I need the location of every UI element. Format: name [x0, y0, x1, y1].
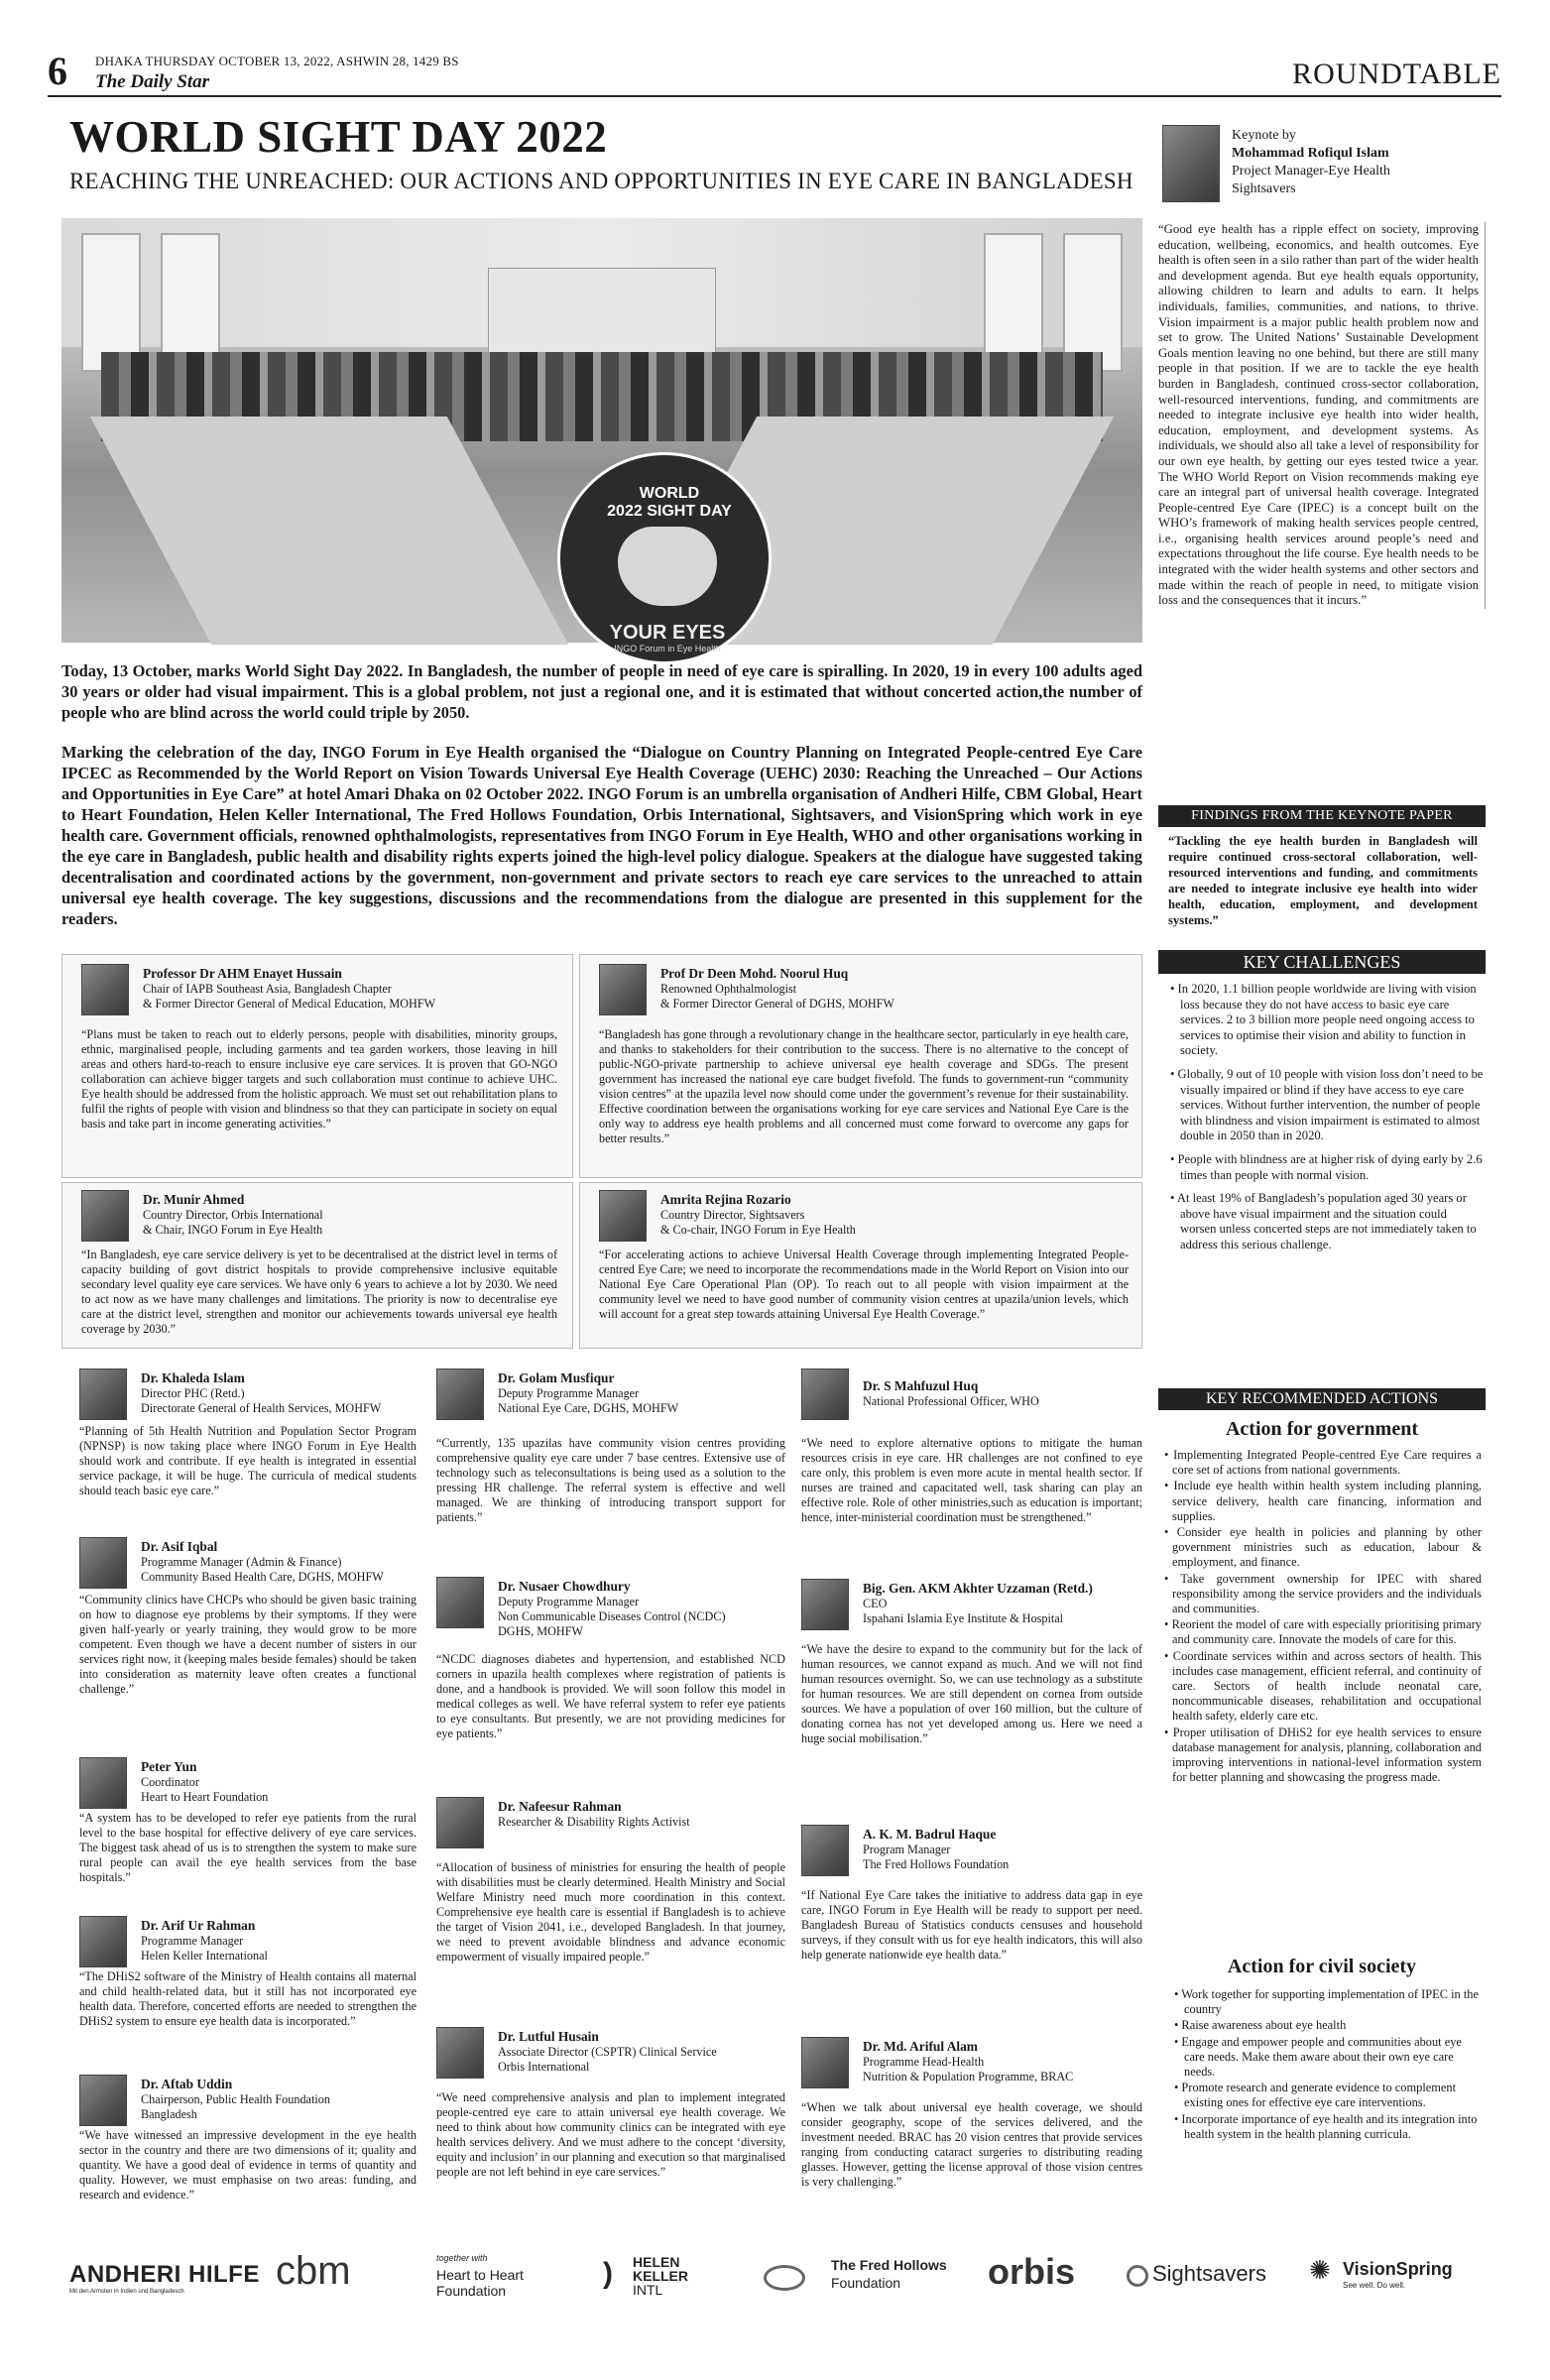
speaker-name: Dr. Munir Ahmed	[143, 1192, 245, 1207]
speaker-name: Dr. Lutful Husain	[498, 2029, 599, 2044]
speaker-quote: “A system has to be developed to refer eye patients from the rural level to the base hospital for effective delivery of eye care services. The biggest task ahead of us is to strengthen the system to make sure rural people can avail the eye health services from the base hospitals.”	[79, 1811, 417, 1884]
speaker-photo	[79, 1537, 127, 1589]
speaker-photo	[599, 1190, 647, 1242]
speaker-quote: “We need comprehensive analysis and plan to implement integrated people-centred eye care to attain universal eye health coverage. We need to think about how community clinics can be integrated with eye health services delivery. And we must adhere to the concept ‘diversity, equity and inclusion’ in our planning and execution so that marginalised people are not left behind in eye care services.”	[436, 2090, 785, 2179]
orbis-logo: orbis	[988, 2251, 1076, 2292]
speaker-quote: “Bangladesh has gone through a revolutionary change in the healthcare sector, particularly in eye health care, and thanks to stakeholders for their contribution to the success. There is no alternative to the concept of public-NGO-private partnership to achieve universal eye health coverage and SDGs. The present government has increased the national eye care budget fivefold. The funds to government-run “community vision centres” at the upazila level now should come under the government’s revenue for their sustainability. Effective coordination between the organisations working for eye care services and National Eye Care is the only way to address eye health problems and all concerned must come forward to overcome any gaps for better results.”	[599, 1027, 1129, 1145]
photo-table	[90, 416, 568, 645]
sponsor-logos	[48, 2249, 1501, 2303]
speaker-photo	[801, 2037, 849, 2088]
speaker-role: Programme Head-Health Nutrition & Population Programme, BRAC	[863, 2055, 1074, 2083]
keynote-label: Keynote by	[1232, 128, 1296, 143]
speaker-name: Dr. Asif Iqbal	[141, 1539, 218, 1554]
list-item: • Proper utilisation of DHiS2 for eye health services to ensure database management for analysis, planning, collaboration and improving interventions in national-level information system for better planning and showcasing the progress made.	[1164, 1725, 1482, 1785]
keynote-quote: “Good eye health has a ripple effect on society, improving education, wellbeing, economics, and health outcomes. Eye health is often seen in a silo rather than part of the wider health and development agenda. But eye health equals opportunity, allowing children to learn and adults to earn. It helps individuals, families, communities, and nations, to thrive. Vision impairment is a major public health problem now and set to grow. The United Nations’ Sustainable Development Goals mention leaving no one behind, but there are still many people in that position. If we are to tackle the eye health burden in Bangladesh, continued cross-sector collaboration, well-resourced interventions, funding, and commitments are needed to integrate inclusive eye health into wider health, education, employment, and development systems. As individuals, we should also all take a level of responsibility for our own eye health, by getting our eyes tested twice a year. The WHO World Report on Vision recommends making eye care an integral part of universal health coverage. Integrated People-centred Eye Care (IPEC) is a concept built on the WHO’s framework of making health services people centred, i.e., organising health services around people’s need and expectations throughout the life course. Eye health needs to be integrated with the wider health systems and other sectors and made within the reach of people in need, to mitigate vision loss and the consequences that it incurs.”	[1158, 222, 1486, 609]
andheri-hilfe-logo: ANDHERI HILFE	[69, 2261, 260, 2288]
sightsavers-logo: Sightsavers	[1152, 2261, 1266, 2286]
visionspring-tagline: See well. Do well.	[1343, 2281, 1406, 2290]
speaker-quote: “We have witnessed an impressive development in the eye health sector in the country and there are two dimensions of it; quality and quantity. We have a good deal of evidence in terms of quantity and quality. However, we must emphasise on two areas: funding, and research and evidence.”	[79, 2128, 417, 2202]
speaker-photo	[436, 1577, 484, 1628]
speaker-name: Dr. Arif Ur Rahman	[141, 1918, 256, 1933]
visionspring-logo: VisionSpring	[1343, 2259, 1453, 2279]
logo-line: HELEN	[633, 2254, 680, 2270]
speaker-role: Deputy Programme Manager National Eye Care, DGHS, MOHFW	[498, 1386, 679, 1415]
speaker-name: Dr. Md. Ariful Alam	[863, 2039, 978, 2054]
speaker-name: Professor Dr AHM Enayet Hussain	[143, 966, 342, 981]
speaker-role: Chair of IAPB Southeast Asia, Bangladesh Chapter & Former Director General of Medical Education, MOHFW	[143, 982, 436, 1011]
list-item: • Implementing Integrated People-centred Eye Care requires a core set of actions from national governments.	[1164, 1448, 1482, 1478]
logo-line: KELLER	[633, 2268, 688, 2284]
logo-line: 2022 SIGHT DAY	[607, 503, 732, 520]
visionspring-icon: ✺	[1309, 2255, 1331, 2285]
list-item: • In 2020, 1.1 billion people worldwide are living with vision loss because they do not have access to basic eye care services. 2 to 3 billion more people need ongoing access to services to optimise their vision and ability to function in society.	[1170, 982, 1477, 1058]
list-item: • Reorient the model of care with especially prioritising primary and community care. Innovate the models of care for this.	[1164, 1617, 1482, 1647]
speaker-role: Programme Manager (Admin & Finance) Community Based Health Care, DGHS, MOHFW	[141, 1555, 384, 1584]
key-challenges-list	[1158, 982, 1486, 1261]
photo-window	[161, 233, 220, 372]
speaker-role: Country Director, Sightsavers & Co-chair, INGO Forum in Eye Health	[660, 1208, 856, 1237]
speaker-photo	[436, 2027, 484, 2079]
list-item: • At least 19% of Bangladesh’s population aged 30 years or above have visual impairment and the situation could worsen unless concerted steps are not immediately taken to address this serious challenge.	[1170, 1191, 1477, 1251]
dateline: DHAKA THURSDAY OCTOBER 13, 2022, ASHWIN 28, 1429 BS	[95, 54, 459, 68]
speaker-name: Prof Dr Deen Mohd. Noorul Huq	[660, 966, 849, 981]
findings-heading: FINDINGS FROM THE KEYNOTE PAPER	[1158, 805, 1486, 827]
speaker-quote: “In Bangladesh, eye care service delivery is yet to be decentralised at the district level in terms of capacity building of govt district hospitals to provide comprehensive inclusive equitable secondary level quality eye care services. We have only 6 years to achieve a lot by 2030. We need to act now as we have many challenges and limitations. The priority is now to decentralise eye care at the district level, strengthen and monitor our achievements towards universal eye health coverage by 2030.”	[81, 1248, 557, 1336]
list-item: • Promote research and generate evidence to complement existing ones for effective eye care interventions.	[1174, 2081, 1457, 2110]
speaker-quote: “Community clinics have CHCPs who should be given basic training on how to diagnose eye problems by their symptoms. If they were given half-yearly or yearly training, they would grow to be more competent. Even though we have a decent number of sisters in our services right now, it (keeping males beside females) should be taken into consideration as maternity leave often creates a functional challenge.”	[79, 1593, 417, 1696]
speaker-role: Program Manager The Fred Hollows Foundation	[863, 1843, 1010, 1871]
logo-line: WORLD	[639, 485, 700, 502]
list-item: • Consider eye health in policies and planning by other government ministries such as education, labour & employment, and finance.	[1164, 1525, 1482, 1570]
speaker-photo	[79, 2075, 127, 2126]
speaker-role: Programme Manager Helen Keller International	[141, 1934, 268, 1963]
speaker-photo	[801, 1368, 849, 1420]
list-item: • Include eye health within health system including planning, service delivery, health care financing, information and supplies.	[1164, 1479, 1482, 1523]
andheri-hilfe-tagline: Mit den Armsten in Indien und Bangladesch	[69, 2289, 184, 2295]
government-actions-list	[1162, 1448, 1482, 1786]
logo-line: INTL	[633, 2282, 663, 2298]
speaker-name: Big. Gen. AKM Akhter Uzzaman (Retd.)	[863, 1581, 1093, 1596]
speaker-photo	[79, 1757, 127, 1809]
speaker-name: Dr. Nusaer Chowdhury	[498, 1579, 631, 1594]
list-item: • Incorporate importance of eye health and its integration into health system in the health planning curricula.	[1174, 2111, 1478, 2141]
logo-org: INGO Forum in Eye Health	[614, 644, 721, 654]
heart-to-heart-prefix: together with	[436, 2253, 488, 2263]
findings-text: “Tackling the eye health burden in Bangladesh will require continued cross-sectoral collaboration, well-resourced interventions and funding, and commitments are needed to integrate inclusive eye health into wider health, education, employment, and development systems.”	[1168, 834, 1478, 927]
list-item: • Raise awareness about eye health	[1174, 2018, 1347, 2033]
speaker-name: Dr. Khaleda Islam	[141, 1370, 245, 1385]
speaker-quote: “If National Eye Care takes the initiative to address data gap in eye care, INGO Forum in Eye Health will be ready to support per need. Bangladesh Bureau of Statistics conducts censuses and household surveys, if they consult with us for eye health indicators, this will also help generate nationwide eye health data.”	[801, 1888, 1142, 1962]
speaker-role: Coordinator Heart to Heart Foundation	[141, 1775, 269, 1804]
fred-hollows-logo-line2: Foundation	[831, 2275, 901, 2291]
list-item: • Coordinate services within and across sectors of health. This includes case management, efficient referral, and continuity of care. Sectors of health include neonatal care, noncommunicable diseases, rehabilitation and occupational health safety, elderly care etc.	[1164, 1648, 1482, 1724]
keynote-role: Project Manager-Eye Health	[1232, 164, 1390, 178]
speaker-role: Chairperson, Public Health Foundation Bangladesh	[141, 2092, 330, 2121]
speaker-role: Director PHC (Retd.) Directorate General of Health Services, MOHFW	[141, 1386, 382, 1415]
speaker-role: Deputy Programme Manager Non Communicable Diseases Control (NCDC) DGHS, MOHFW	[498, 1595, 726, 1638]
photo-window	[81, 233, 141, 372]
speaker-role: CEO Ispahani Islamia Eye Institute & Hospital	[863, 1597, 1064, 1625]
speaker-quote: “When we talk about universal eye health coverage, we should consider geography, scope of the services delivered, and the investment needed. BRAC has 20 vision centres that provide services ranging from conducting cataract surgeries to distributing reading glasses. However, getting the license approval of those vision centres is very challenging.”	[801, 2100, 1142, 2189]
speaker-photo	[79, 1916, 127, 1967]
speaker-quote: “Plans must be taken to reach out to elderly persons, people with disabilities, minority groups, ethnic, marginalised people, including garments and tea garden workers, those leaving in hill areas and others hard-to-reach to ensure inclusive eye care services. It is proven that GO-NGO collaboration can achieve bigger targets and such collaboration must continue to achieve UHC. Eye health should be addressed from the holistic approach. We must set out rehabilitation plans to fulfil the rights of people with vision and blindness so that they can participate in society on equal basis and take part in income generating activities.”	[81, 1027, 557, 1130]
speaker-role: Associate Director (CSPTR) Clinical Service Orbis International	[498, 2045, 717, 2074]
helen-keller-logo	[633, 2255, 688, 2297]
speaker-name: A. K. M. Badrul Haque	[863, 1827, 997, 1842]
event-paragraph: Marking the celebration of the day, INGO Forum in Eye Health organised the “Dialogue on Country Planning on Integrated People-centred Eye Care IPCEC as Recommended by the World Report on Vision Towards Universal Eye Health Coverage (UEHC) 2030: Reaching the Unreached – Our Actions and Opportunities in Eye Care” at hotel Amari Dhaka on 02 October 2022. INGO Forum is an umbrella organisation of Andheri Hilfe, CBM Global, Heart to Heart Foundation, Helen Keller International, The Fred Hollows Foundation, Orbis International, Sightsavers, and VisionSpring which work in eye health care. Government officials, renowned ophthalmologists, representatives from INGO Forum in Eye Health, WHO and other organisations working in the eye care in Bangladesh, public health and disability rights experts joined the high-level policy dialogue. Speakers at the dialogue have suggested taking decentralisation and coordinated actions by the government, non-government and private sectors to reach eye care services to the unreached to attain universal eye health coverage. The key suggestions, discussions and the recommendations from the dialogue are presented in this supplement for the readers.	[61, 743, 1142, 928]
list-item: • Take government ownership for IPEC with shared responsibility among the service providers and the individuals and communities.	[1164, 1571, 1482, 1616]
speaker-quote: “For accelerating actions to achieve Universal Health Coverage through implementing Integrated People-centred Eye Care; we need to incorporate the recommendations made in the World Report on Vision into our National Eye Care Operational Plan (OP). To reach out to all people with vision impairment at the community level we need to have good number of community vision centres at upazila/union levels, which will account for a great step towards attaining Universal Eye Health Coverage.”	[599, 1248, 1129, 1321]
keynote-header	[1162, 119, 1486, 210]
intro-paragraph: Today, 13 October, marks World Sight Day 2022. In Bangladesh, the number of people in need of eye care is spiralling. In 2020, 19 in every 100 adults aged 30 years or older had visual impairment. This is a global problem, not just a regional one, and it is estimated that without concerted action,the number of people who are blind across the world could triple by 2050.	[61, 661, 1142, 722]
list-item: • Engage and empower people and communities about eye care needs. Make them aware about their own eye care needs.	[1174, 2034, 1462, 2080]
speaker-quote: “We need to explore alternative options to mitigate the human resources crisis in eye care. HR challenges are not confined to eye care only, this problem is even more acute in mental health sector. If nurses are trained and capacitated well, task sharing can play an effective role. Role of other ministries,such as education is important; hence, inter-ministerial coordination must be strengthened.”	[801, 1436, 1142, 1524]
speaker-photo	[436, 1797, 484, 1848]
list-item: • Work together for supporting implementation of IPEC in the country	[1174, 1987, 1479, 2017]
paper-name: The Daily Star	[95, 71, 210, 92]
speaker-role: Country Director, Orbis International & Chair, INGO Forum in Eye Health	[143, 1208, 323, 1237]
section-title: ROUNDTABLE	[1292, 58, 1501, 90]
page-title: WORLD SIGHT DAY 2022	[69, 112, 608, 162]
heart-icon	[618, 527, 717, 606]
government-actions-heading: Action for government	[1225, 1418, 1419, 1440]
page-number: 6	[48, 49, 67, 93]
speaker-name: Dr. Golam Musfiqur	[498, 1370, 615, 1385]
speaker-name: Dr. Nafeesur Rahman	[498, 1799, 622, 1814]
helen-keller-icon: )	[603, 2257, 613, 2290]
list-item: • Globally, 9 out of 10 people with vision loss don’t need to be visually impaired or blind if they have access to eye care services. Without further intervention, the number of people with blindness and vision impairment is estimated to almost double in 2050 than in 2020.	[1170, 1066, 1484, 1143]
fred-hollows-icon	[764, 2265, 805, 2291]
civil-society-heading: Action for civil society	[1227, 1956, 1417, 1977]
speaker-photo	[81, 1190, 129, 1242]
sightsavers-icon	[1127, 2265, 1148, 2287]
list-item: • People with blindness are at higher risk of dying early by 2.6 times than people with normal vision.	[1170, 1151, 1483, 1182]
masthead	[48, 48, 1501, 97]
speaker-photo	[81, 964, 129, 1015]
speaker-photo	[436, 1368, 484, 1420]
speaker-photo	[801, 1579, 849, 1630]
keynote-name: Mohammad Rofiqul Islam	[1232, 146, 1389, 161]
speaker-name: Amrita Rejina Rozario	[660, 1192, 791, 1207]
keynote-org: Sightsavers	[1232, 181, 1296, 196]
photo-window	[984, 233, 1043, 372]
event-photo	[61, 218, 1142, 654]
speaker-role: Renowned Ophthalmologist & Former Director General of DGHS, MOHFW	[660, 982, 894, 1011]
speaker-quote: “Allocation of business of ministries for ensuring the health of people with disabilities must be clearly determined. Health Ministry and Social Welfare Ministry need much more coordination in this context. Comprehensive eye health care is essential if Bangladesh is to achieve the target of Vision 2041, i.e., developed Bangladesh. In that journey, we need to prevent avoidable blindness and advance economic empowerment of visually impaired people.”	[436, 1860, 785, 1964]
speaker-name: Dr. Aftab Uddin	[141, 2077, 233, 2091]
speaker-name: Peter Yun	[141, 1759, 197, 1774]
world-sight-day-logo	[557, 452, 772, 664]
page-subtitle: REACHING THE UNREACHED: OUR ACTIONS AND OPPORTUNITIES IN EYE CARE IN BANGLADESH	[69, 169, 1133, 193]
logo-text	[590, 485, 749, 521]
civil-society-list	[1170, 1987, 1482, 2143]
speaker-photo	[79, 1368, 127, 1420]
speaker-role: National Professional Officer, WHO	[863, 1394, 1039, 1408]
key-challenges-heading: KEY CHALLENGES	[1158, 950, 1486, 974]
speaker-name: Dr. S Mahfuzul Huq	[863, 1378, 979, 1393]
recommended-actions-heading: KEY RECOMMENDED ACTIONS	[1158, 1388, 1486, 1410]
speaker-quote: “We have the desire to expand to the community but for the lack of human resources, we cannot expand as much. And we will not find human resources overnight. So, we can use technology as a substitute for human resources. We are still dependent on cornea from outside sources. We have a population of over 160 million, but the culture of donating cornea has not yet developed among us. Here we need a huge social mobilisation.”	[801, 1642, 1142, 1745]
speaker-role: Researcher & Disability Rights Activist	[498, 1815, 690, 1829]
speaker-quote: “Currently, 135 upazilas have community vision centres providing comprehensive quality eye care under 7 base centres. Extensive use of technology such as teleconsultations is being used as a solution to the pressing HR challenge. The referral system is effective and well managed. We are thinking of introducing transport support for patients.”	[436, 1436, 785, 1524]
heart-to-heart-logo: Heart to Heart	[436, 2267, 524, 2283]
speaker-quote: “NCDC diagnoses diabetes and hypertension, and established NCD corners in upazila health complexes where registration of patients is done, and a handbook is provided. We will soon follow this model in medical colleges as well. We have referral system to refer eye patients to eye consultants. But presently, we are not providing medicines for eye patients.”	[436, 1652, 785, 1740]
heart-to-heart-logo-line2: Foundation	[436, 2283, 507, 2299]
photo-window	[1063, 233, 1123, 372]
speaker-quote: “Planning of 5th Health Nutrition and Population Sector Program (NPNSP) is now taking place where INGO Forum in Eye Health should work and contribute. If eye health is integrated in essential service package, it will be huge. The curricula of medical students should teach basic eye care.”	[79, 1424, 417, 1497]
cbm-logo: cbm	[276, 2249, 351, 2293]
speaker-quote: “The DHiS2 software of the Ministry of Health contains all maternal and child health-related data, but it still has not incorporated eye health data. Therefore, concerted efforts are needed to strengthen the DHiS2 system to ensure eye health data is incorporated.”	[79, 1969, 417, 2028]
logo-tagline: YOUR EYES	[609, 622, 726, 644]
keynote-byline	[1232, 127, 1390, 198]
speaker-photo	[599, 964, 647, 1015]
keynote-speaker-photo	[1162, 125, 1220, 202]
fred-hollows-logo: The Fred Hollows	[831, 2257, 947, 2273]
speaker-photo	[801, 1825, 849, 1876]
